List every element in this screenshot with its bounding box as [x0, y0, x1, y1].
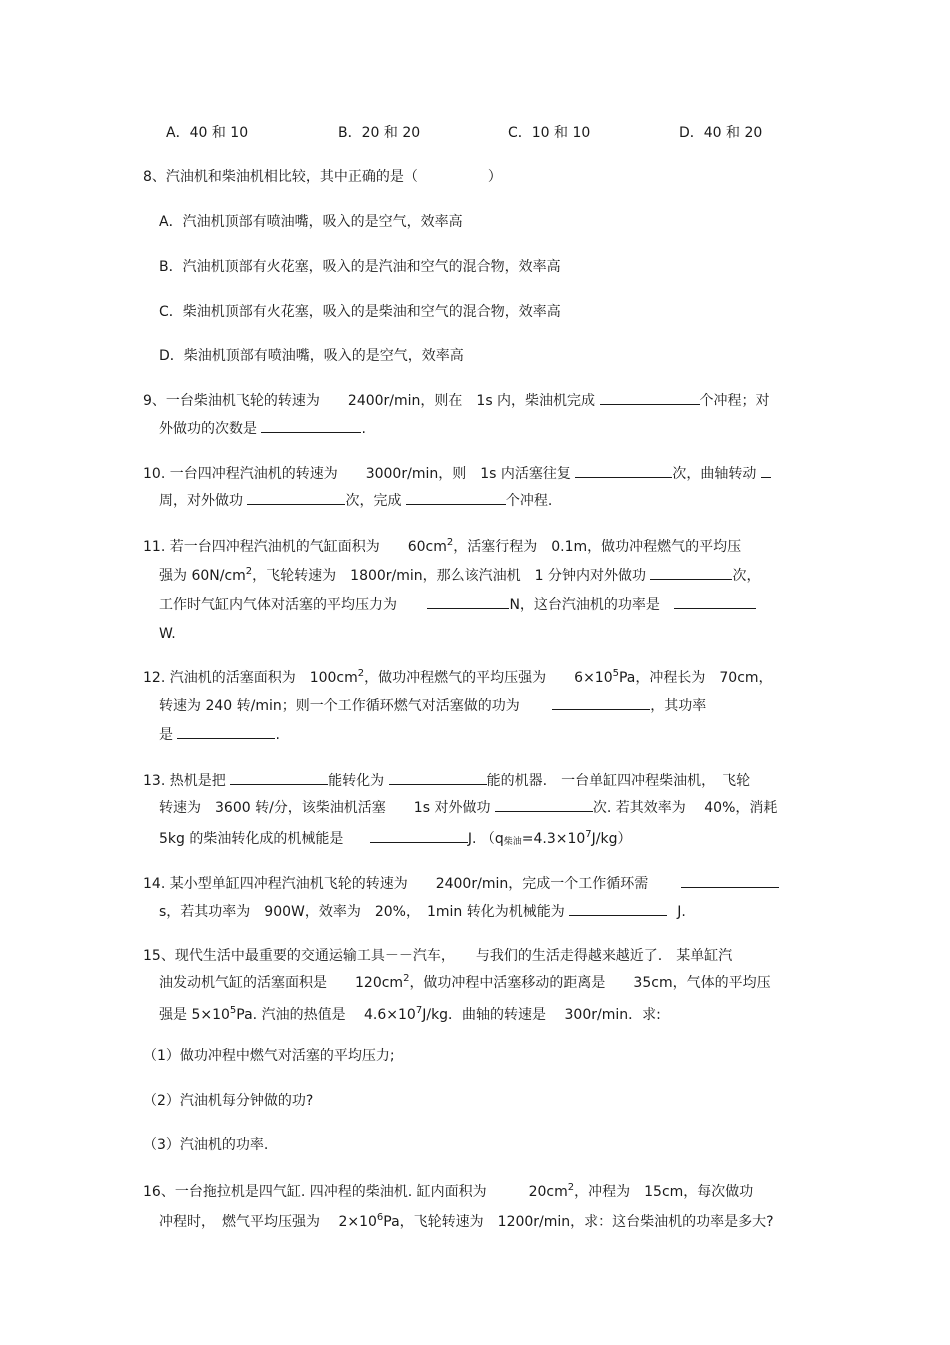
q9-answer-blank-1[interactable]	[600, 390, 700, 405]
q12-text: ，其功率	[650, 698, 707, 714]
q14-line-2	[159, 901, 686, 922]
q15-subquestion-2: （2）汽油机每分钟做的功?	[143, 1093, 314, 1109]
q11-line-1	[143, 537, 741, 557]
q10-line-1	[143, 463, 771, 484]
q16-text: ，冲程为 15cm，每次做功	[574, 1184, 754, 1200]
superscript: 7	[585, 829, 592, 840]
q16-text: 冲程时， 燃气平均压强为 2×10	[159, 1214, 377, 1230]
q13-text: =4.3×10	[521, 831, 586, 847]
q11-line-2	[159, 565, 760, 586]
q14-text: J.	[677, 904, 686, 920]
q14-answer-blank-1[interactable]	[681, 873, 779, 888]
q11-text: 11. 若一台四冲程汽油机的气缸面积为 60cm	[143, 539, 447, 555]
q13-answer-blank-4[interactable]	[370, 828, 468, 843]
q7-option-d: D．40 和 20	[679, 125, 763, 141]
q11-answer-blank-2[interactable]	[427, 594, 509, 609]
q15-text: ，做功冲程中活塞移动的距离是 35cm，气体的平均压	[409, 975, 771, 991]
q7-option-a: A．40 和 10	[166, 125, 249, 141]
q11-text: 工作时气缸内气体对活塞的平均压力为	[159, 597, 397, 613]
superscript: 2	[357, 668, 365, 679]
q13-text: 能转化为	[328, 773, 385, 789]
superscript: 6	[376, 1212, 384, 1223]
q10-text: 周，对外做功	[159, 493, 243, 509]
q13-text: 转速为 3600 转/分，该柴油机活塞 1s 对外做功	[159, 800, 491, 816]
q9-answer-blank-2[interactable]	[261, 418, 361, 433]
q15-text: 强是 5×10	[159, 1007, 230, 1023]
q8-option-b: B．汽油机顶部有火花塞，吸入的是汽油和空气的混合物，效率高	[159, 259, 561, 275]
q12-answer-blank-2[interactable]	[177, 724, 275, 739]
q11-text: ，飞轮转速为 1800r/min，那么该汽油机 1 分钟内对外做功	[252, 568, 647, 584]
q12-line-3	[159, 724, 280, 745]
q14-text: 14. 某小型单缸四冲程汽油机飞轮的转速为 2400r/min，完成一个工作循环需	[143, 876, 649, 892]
superscript: 5	[229, 1005, 237, 1016]
q10-text: 次，完成	[345, 493, 402, 509]
q13-line-3	[159, 828, 632, 849]
q10-answer-blank-4[interactable]	[406, 490, 506, 505]
q11-text: N，这台汽油机的功率是	[509, 597, 660, 613]
q11-answer-blank-3[interactable]	[674, 594, 756, 609]
q15-line-3	[159, 1005, 661, 1025]
q13-answer-blank-1[interactable]	[230, 770, 328, 785]
q10-text: 个冲程.	[505, 493, 553, 509]
q15-text: 油发动机气缸的活塞面积是 120cm	[159, 975, 404, 991]
q13-answer-blank-2[interactable]	[389, 770, 487, 785]
q15-text: Pa. 汽油的热值是 4.6×10	[236, 1007, 416, 1023]
q13-text: 能的机器. 一台单缸四冲程柴油机， 飞轮	[486, 773, 751, 789]
q15-subquestion-1: （1）做功冲程中燃气对活塞的平均压力;	[143, 1048, 395, 1064]
q16-text: 16、一台拖拉机是四气缸. 四冲程的柴油机. 缸内面积为 20cm	[143, 1184, 568, 1200]
q11-text: 次，	[732, 568, 761, 584]
superscript: 2	[245, 566, 253, 577]
q8-option-d: D．柴油机顶部有喷油嘴，吸入的是空气，效率高	[159, 348, 464, 364]
q12-text: 12. 汽油机的活塞面积为 100cm	[143, 670, 358, 686]
q13-text: 5kg 的柴油转化成的机械能是	[159, 831, 344, 847]
superscript: 5	[612, 668, 619, 679]
q14-text: s，若其功率为 900W，效率为 20%， 1min 转化为机械能为	[159, 904, 565, 920]
q10-text: 10. 一台四冲程汽油机的转速为 3000r/min，则 1s 内活塞往复	[143, 466, 571, 482]
q12-line-1	[143, 668, 773, 688]
q9-text: 个冲程；对	[699, 393, 770, 409]
q11-text: 强为 60N/cm	[159, 568, 246, 584]
superscript: 2	[567, 1182, 575, 1193]
q7-option-b: B．20 和 20	[338, 125, 421, 141]
q7-option-c: C．10 和 10	[508, 125, 591, 141]
q16-line-2	[159, 1212, 774, 1232]
q14-line-1	[143, 873, 779, 894]
q13-line-1	[143, 770, 750, 791]
q13-answer-blank-3[interactable]	[495, 797, 593, 812]
q12-text: ，做功冲程燃气的平均压强为 6×10	[364, 670, 613, 686]
q11-answer-blank-1[interactable]	[650, 565, 732, 580]
q9-line-2	[159, 418, 366, 439]
q8-stem: 8、汽油机和柴油机相比较，其中正确的是（ ）	[143, 169, 502, 185]
q12-text: 转速为 240 转/min；则一个工作循环燃气对活塞做的功为	[159, 698, 520, 714]
q15-line-2	[159, 973, 771, 993]
q12-text: 是	[159, 727, 173, 743]
q13-line-2	[159, 797, 777, 818]
q10-answer-blank-1[interactable]	[575, 463, 672, 478]
q11-line-4: W.	[159, 626, 176, 642]
q16-text: Pa，飞轮转速为 1200r/min，求：这台柴油机的功率是多大?	[383, 1214, 774, 1230]
subscript: 柴油	[503, 837, 522, 847]
q10-line-2	[159, 490, 552, 511]
q13-text: 次. 若其效率为 40%，消耗	[592, 800, 778, 816]
q9-text: 9、一台柴油机飞轮的转速为 2400r/min，则在 1s 内，柴油机完成	[143, 393, 596, 409]
q15-line-1: 15、现代生活中最重要的交通运输工具－－汽车， 与我们的生活走得越来越近了. 某单缸汽	[143, 948, 733, 964]
q15-subquestion-3: （3）汽油机的功率.	[143, 1137, 269, 1153]
q8-option-c: C．柴油机顶部有火花塞，吸入的是柴油和空气的混合物，效率高	[159, 304, 561, 320]
superscript: 2	[403, 973, 410, 984]
q10-text: 次，曲轴转动	[672, 466, 757, 482]
q9-line-1	[143, 390, 770, 411]
q12-answer-blank-1[interactable]	[552, 695, 650, 710]
q14-answer-blank-2[interactable]	[569, 901, 667, 916]
q16-line-1	[143, 1182, 753, 1202]
q12-text: Pa，冲程长为 70cm，	[618, 670, 773, 686]
q15-text: J/kg．曲轴的转速是 300r/min．求:	[422, 1007, 661, 1023]
q13-text: 13. 热机是把	[143, 773, 226, 789]
q11-text: ，活塞行程为 0.1m，做功冲程燃气的平均压	[453, 539, 742, 555]
superscript: 7	[415, 1005, 423, 1016]
q9-text: 外做功的次数是	[159, 421, 257, 437]
q10-answer-blank-2[interactable]	[761, 463, 771, 478]
q13-text: J/kg）	[591, 831, 632, 847]
q12-line-2	[159, 695, 706, 716]
q12-text: .	[275, 727, 280, 743]
q13-text: J. （q	[467, 831, 504, 847]
q10-answer-blank-3[interactable]	[247, 490, 345, 505]
q9-text: .	[361, 421, 366, 437]
superscript: 2	[446, 537, 454, 548]
q11-line-3	[159, 594, 756, 615]
q8-option-a: A．汽油机顶部有喷油嘴，吸入的是空气，效率高	[159, 214, 463, 230]
